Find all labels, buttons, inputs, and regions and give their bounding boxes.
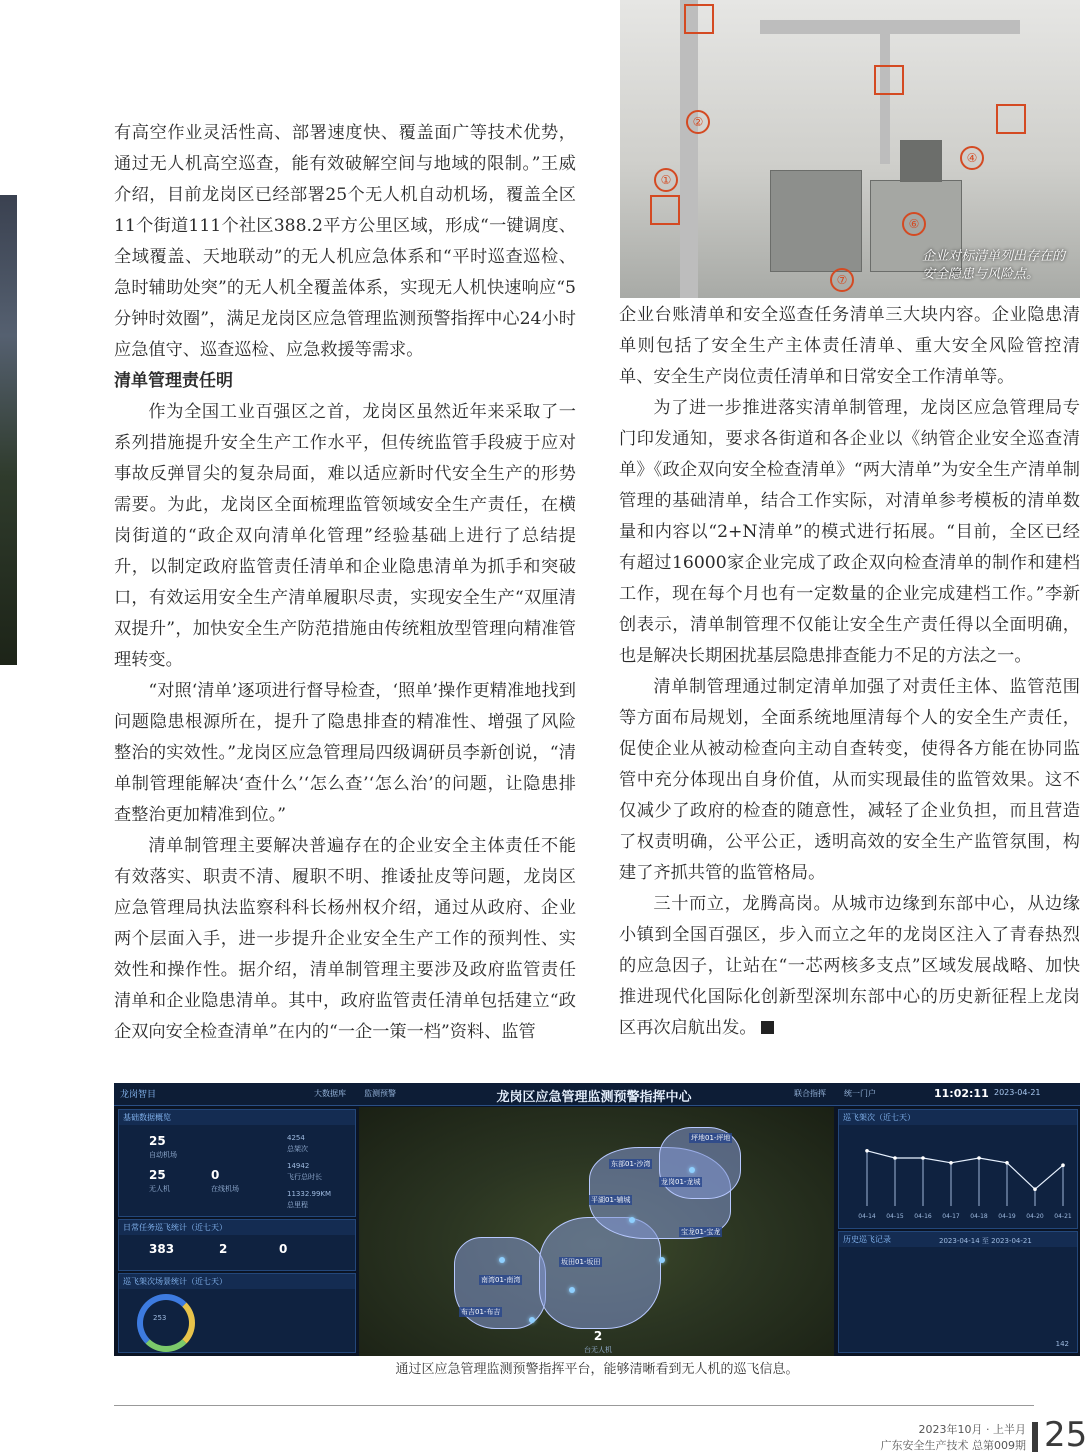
marker-2: ② [686, 110, 710, 134]
ring-value: 253 [153, 1314, 167, 1322]
chart-tick-label: 04-19 [998, 1213, 1016, 1220]
paragraph [619, 889, 1080, 1044]
history-total-pages[interactable]: 142 [1055, 1340, 1069, 1348]
chart-point [949, 1161, 953, 1165]
top-button[interactable]: 大数据库 [314, 1089, 346, 1098]
top-button[interactable]: 统一门户 [844, 1089, 876, 1098]
center-label: 台无人机 [584, 1346, 612, 1354]
stat-label: 在线机场 [211, 1185, 239, 1193]
closing-text: 三十而立，龙腾高岗。从城市边缘到东部中心，从边缘小镇到全国百强区，步入而立之年的龙岗区注入了青春热烈的应急因子，让站在“一芯两核多支点”区域发展战略、加快推进现代化国际化创新型深圳东部中心的历史新征程上龙岗区再次启航出发。 [619, 894, 1080, 1038]
chart-tick-label: 04-16 [914, 1213, 932, 1220]
dashboard-brand: 龙岗智目 [120, 1090, 157, 1100]
figure-caption: 通过区应急管理监测预警指挥平台，能够清晰看到无人机的巡飞信息。 [395, 1362, 799, 1377]
top-button[interactable]: 联合指挥 [794, 1089, 826, 1098]
chart-point [865, 1149, 869, 1153]
panel-basic [118, 1109, 356, 1217]
stat-label: 自动机场 [149, 1151, 177, 1159]
marker-6: ⑥ [902, 212, 926, 236]
end-mark [761, 1021, 774, 1034]
task-count: 2 [219, 1242, 228, 1256]
panel-title: 历史巡飞记录 [839, 1232, 1077, 1247]
chart-tick-label: 04-14 [858, 1213, 876, 1220]
dashboard-topbar [114, 1083, 1080, 1106]
stat-label: 无人机 [149, 1185, 170, 1193]
footer-bar [1032, 1422, 1038, 1452]
panel-history [838, 1231, 1078, 1353]
footer-date: 2023年10月 · 上半月 [918, 1423, 1026, 1436]
stat-value: 25 [149, 1134, 166, 1148]
stat-label: 总架次 [287, 1145, 308, 1153]
chart-point [1005, 1161, 1009, 1165]
map-label: 宝龙01-宝龙 [681, 1228, 721, 1236]
stat-value: 25 [149, 1168, 166, 1182]
page-number: 25 [1044, 1415, 1087, 1455]
chart-point [921, 1156, 925, 1160]
chart-point [893, 1156, 897, 1160]
footer-rule [114, 1405, 1034, 1406]
chart-series-line [867, 1151, 1063, 1189]
dashboard-screenshot [114, 1083, 1080, 1356]
task-count: 0 [279, 1242, 288, 1256]
photo-caption-line2: 安全隐患与风险点。 [922, 267, 1040, 282]
chart-tick-label: 04-17 [942, 1213, 960, 1220]
history-range[interactable]: 2023-04-14 至 2023-04-21 [939, 1237, 1032, 1245]
factory-photo [620, 0, 1080, 298]
map-label: 龙岗01-龙城 [661, 1178, 701, 1186]
top-button[interactable]: 监测预警 [364, 1089, 396, 1098]
marker-1: ① [654, 168, 678, 192]
stat-value: 11332.99KM [287, 1190, 332, 1198]
paragraph: 有高空作业灵活性高、部署速度快、覆盖面广等技术优势，通过无人机高空巡查，能有效破解空间与地域的限制。”王威介绍，目前龙岗区已经部署25个无人机自动机场，覆盖全区11个街道111个社区388.2平方公里区域，形成“一键调度、全域覆盖、天地联动”的无人机应急体系和“平时巡查巡检、急时辅助处突”的无人机全覆盖体系，实现无人机快速响应“5分钟时效圈”，满足龙岗区应急管理监测预警指挥中心24小时应急值守、巡查巡检、应急救援等需求。 [114, 123, 576, 360]
chart-point [1033, 1187, 1037, 1191]
paragraph: 清单制管理主要解决普遍存在的企业安全主体责任不能有效落实、职责不清、履职不明、推诿扯皮等问题，龙岗区应急管理局执法监察科科长杨州权介绍，通过从政府、企业两个层面入手，进一步提升企业安全生产工作的预判性、实效性和操作性。据介绍，清单制管理主要涉及政府监管责任清单和企业隐患清单。其中，政府监管责任清单包括建立“政企双向安全检查清单”在内的“一企一策一档”资料、监管 [114, 836, 576, 1042]
stat-value: 14942 [287, 1162, 310, 1170]
marker-4: ④ [960, 146, 984, 170]
ring-chart [137, 1294, 195, 1352]
paragraph: 作为全国工业百强区之首，龙岗区虽然近年来采取了一系列措施提升安全生产工作水平，但传统监管手段疲于应对事故反弹冒尖的复杂局面，难以适应新时代安全生产的形势需要。为此，龙岗区全面梳理监管领域安全生产责任，在横岗街道的“政企双向清单化管理”经验基础上进行了总结提升，以制定政府监管责任清单和企业隐患清单为抓手和突破口，有效运用安全生产清单履职尽责，实现安全生产“双厘清双提升”，加快安全生产防范措施由传统粗放型管理向精准管理转变。 [114, 402, 576, 670]
paragraph: 为了进一步推进落实清单制管理，龙岗区应急管理局专门印发通知，要求各街道和各企业以《纳管企业安全巡查清单》《政企双向安全检查清单》“两大清单”为安全生产清单制管理的基础清单，结合工作实际，对清单参考模板的清单数量和内容以“2+N清单”的模式进行拓展。“目前，全区已经有超过16000家企业完成了政企双向检查清单的制作和建档工作，现在每个月也有一定数量的企业完成建档工作。”李新创表示，清单制管理不仅能让安全生产责任得以全面明确，也是解决长期困扰基层隐患排查能力不足的方法之一。 [619, 398, 1080, 666]
task-count: 383 [149, 1242, 175, 1256]
map-label: 平湖01-辅城 [591, 1196, 631, 1204]
chart-tick-label: 04-21 [1054, 1213, 1072, 1220]
dashboard-title: 龙岗区应急管理监测预警指挥中心 [496, 1090, 692, 1105]
paragraph: 企业台账清单和安全巡查任务清单三大块内容。企业隐患清单则包括了安全生产主体责任清单、重大安全风险管控清单、安全生产岗位责任清单和日常安全工作清单等。 [619, 305, 1080, 387]
photo-caption [922, 248, 1072, 284]
map-label: 坪地01-坪地 [691, 1134, 731, 1142]
stat-label: 飞行总时长 [287, 1173, 322, 1181]
paragraph: “对照‘清单’逐项进行督导检查，‘照单’操作更精准地找到问题隐患根源所在，提升了隐患排查的精准性、增强了风险整治的实效性。”龙岗区应急管理局四级调研员李新创说，“清单制管理能解决‘查什么’‘怎么查’‘怎么治’的问题，让隐患排查整治更加精准到位。” [114, 681, 576, 825]
flight-line-chart [843, 1126, 1073, 1222]
panel-title: 基础数据概览 [119, 1110, 355, 1125]
chart-point [1061, 1163, 1065, 1167]
panel-title: 巡飞架次（近七天） [839, 1110, 1077, 1125]
panel-title: 日常任务巡飞统计（近七天） [119, 1220, 355, 1235]
right-column [619, 300, 1080, 1044]
district-map[interactable] [359, 1107, 834, 1356]
map-label: 坂田01-坂田 [561, 1258, 601, 1266]
stat-value: 0 [211, 1168, 220, 1182]
map-label: 南湾01-南湾 [481, 1276, 521, 1284]
chart-point [977, 1156, 981, 1160]
chart-tick-label: 04-18 [970, 1213, 988, 1220]
photo-caption-line1: 企业对标清单列出存在的 [922, 249, 1066, 264]
marker-7: ⑦ [830, 268, 854, 292]
center-count: 2 [593, 1329, 603, 1343]
map-label: 东部01-沙湾 [611, 1160, 651, 1168]
section-heading: 清单管理责任明 [114, 371, 233, 391]
edge-photo [0, 195, 17, 665]
panel-tasks [118, 1219, 356, 1271]
dashboard-date: 2023-04-21 [994, 1088, 1041, 1097]
map-label: 布吉01-布吉 [461, 1308, 501, 1316]
paragraph: 清单制管理通过制定清单加强了对责任主体、监管范围等方面布局规划，全面系统地厘清每个人的安全生产责任，促使企业从被动检查向主动自查转变，使得各方能在协同监管中充分体现出自身价值，从而实现最佳的监管效果。这不仅减少了政府的检查的随意性，减轻了企业负担，而且营造了权责明确，公平公正，透明高效的安全生产监管氛围，构建了齐抓共管的监管格局。 [619, 677, 1080, 883]
panel-types [118, 1273, 356, 1353]
left-column [114, 118, 576, 1048]
dashboard-clock: 11:02:11 [934, 1087, 989, 1100]
stat-value: 4254 [287, 1134, 305, 1142]
panel-title: 巡飞架次场景统计（近七天） [119, 1274, 355, 1289]
stat-label: 总里程 [287, 1201, 308, 1209]
panel-chart [838, 1109, 1078, 1229]
chart-tick-label: 04-15 [886, 1213, 904, 1220]
chart-tick-label: 04-20 [1026, 1213, 1044, 1220]
footer-magazine: 广东安全生产技术 总第009期 [880, 1439, 1026, 1452]
